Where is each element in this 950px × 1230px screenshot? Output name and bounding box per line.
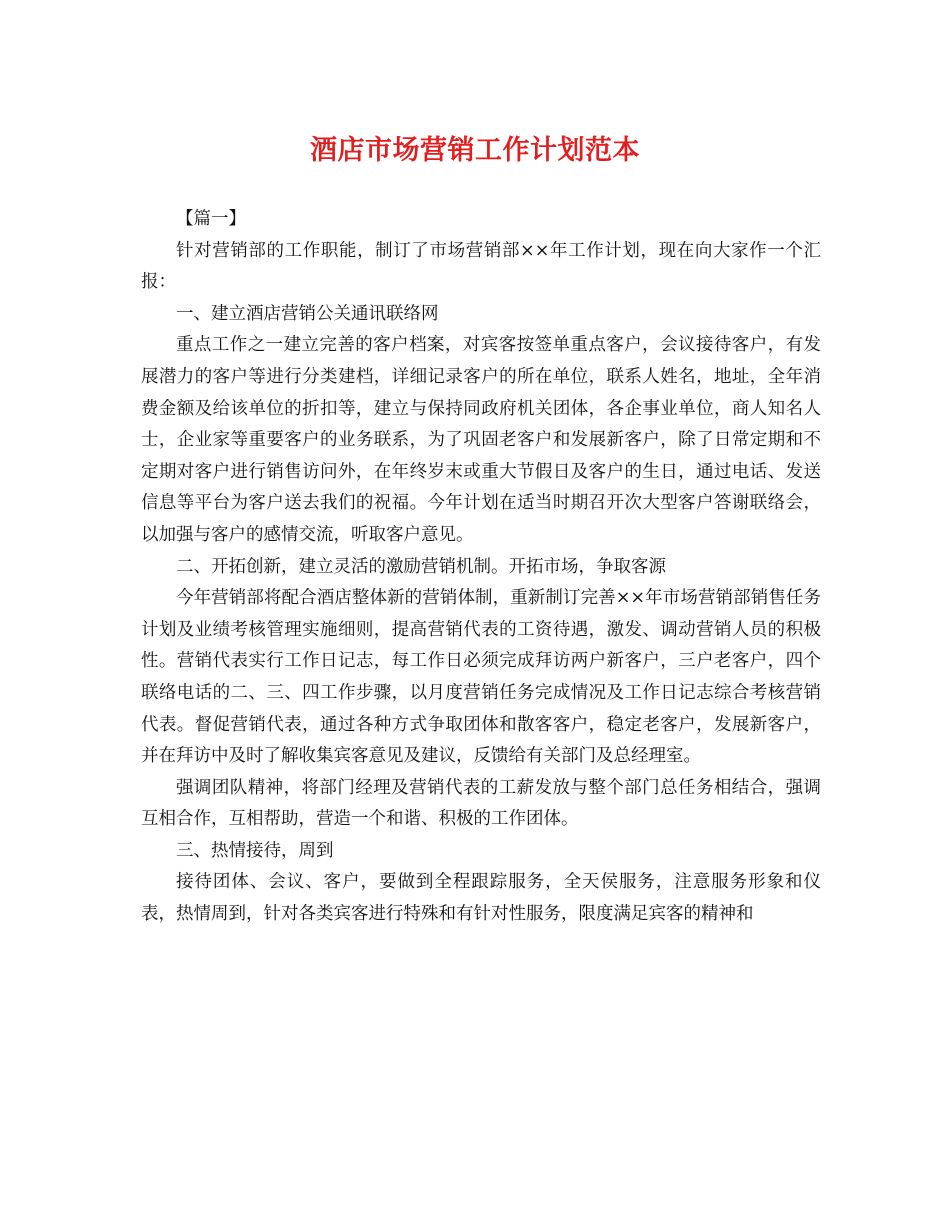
body-paragraph: 重点工作之一建立完善的客户档案，对宾客按签单重点客户，会议接待客户，有发展潜力的客户等进行分类建档，详细记录客户的所在单位，联系人姓名，地址，全年消费金额及给该单位的折扣等，建立与保持同政府机关团体，各企事业单位，商人知名人士，企业家等重要客户的业务联系，为了巩固老客户和发展新客户，除了日常定期和不定期对客户进行销售访问外，在年终岁末或重大节假日及客户的生日，通过电话、发送信息等平台为客户送去我们的祝福。今年计划在适当时期召开次大型客户答谢联络会，以加强与客户的感情交流，听取客户意见。	[141, 335, 821, 545]
section-label: 【篇一】	[176, 209, 246, 229]
body-paragraph: 今年营销部将配合酒店整体新的营销体制，重新制订完善××年市场营销部销售任务计划及业绩考核管理实施细则，提高营销代表的工资待遇，激发、调动营销人员的积极性。营销代表实行工作日记志，每工作日必须完成拜访两户新客户，三户老客户，四个联络电话的二、三、四工作步骤，以月度营销任务完成情况及工作日记志综合考核营销代表。督促营销代表，通过各种方式争取团体和散客客户，稳定老客户，发展新客户，并在拜访中及时了解收集宾客意见及建议，反馈给有关部门及总经理室。	[141, 588, 821, 767]
document-title: 酒店市场营销工作计划范本	[310, 135, 640, 166]
section-heading-1: 一、建立酒店营销公关通讯联络网	[176, 303, 439, 324]
section-heading-2: 二、开拓创新，建立灵活的激励营销机制。开拓市场，争取客源	[176, 556, 666, 577]
intro-paragraph: 针对营销部的工作职能，制订了市场营销部××年工作计划，现在向大家作一个汇报：	[141, 240, 821, 293]
document-body	[141, 204, 821, 931]
section-heading-3: 三、热情接待，周到	[176, 840, 334, 861]
body-paragraph: 接待团体、会议、客户，要做到全程跟踪服务，全天侯服务，注意服务形象和仪表，热情周到，针对各类宾客进行特殊和有针对性服务，限度满足宾客的精神和	[141, 872, 821, 925]
body-paragraph: 强调团队精神，将部门经理及营销代表的工薪发放与整个部门总任务相结合，强调互相合作，互相帮助，营造一个和谐、积极的工作团体。	[141, 777, 821, 830]
